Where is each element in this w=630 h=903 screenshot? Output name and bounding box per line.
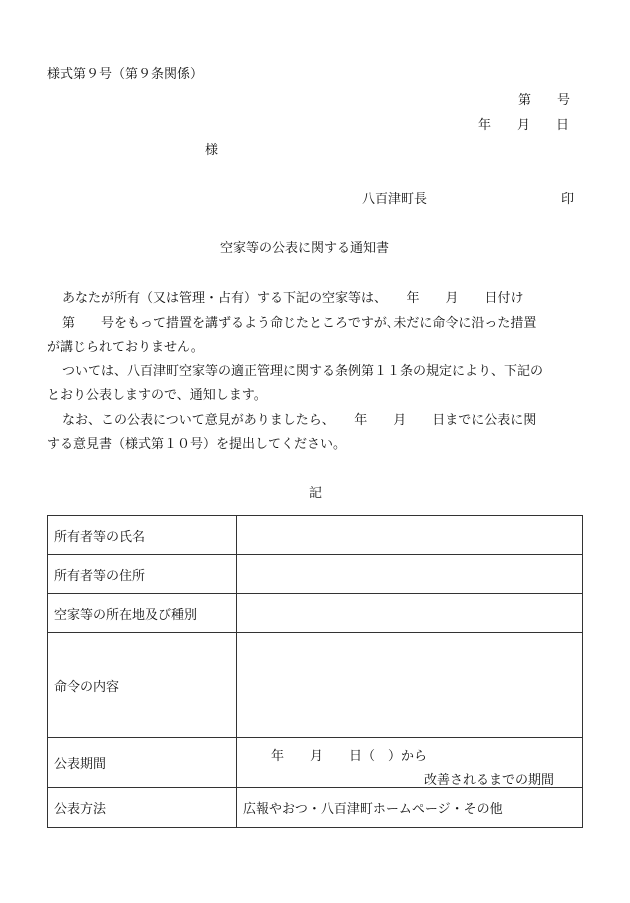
owner-name-label: 所有者等の氏名 [48, 516, 237, 555]
order-content-label: 命令の内容 [48, 633, 237, 738]
document-title: 空家等の公表に関する通知書 [220, 241, 390, 256]
body-line: が講じられておりません。 [47, 340, 204, 355]
seal-mark: 印 [561, 192, 575, 207]
owner-address-label: 所有者等の住所 [48, 555, 237, 594]
form-number: 様式第９号（第９条関係） [47, 67, 204, 82]
method-value: 広報やおつ・八百津町ホームページ・その他 [237, 788, 583, 828]
table-row [48, 633, 583, 738]
ki-heading: 記 [309, 486, 323, 501]
issue-date: 年 月 日 [478, 118, 570, 133]
body-line: ついては、八百津町空家等の適正管理に関する条例第１１条の規定により、下記の [62, 364, 544, 379]
owner-address-value [237, 555, 583, 594]
owner-name-value [237, 516, 583, 555]
table-row [48, 594, 583, 633]
location-label: 空家等の所在地及び種別 [48, 594, 237, 633]
method-label: 公表方法 [48, 788, 237, 828]
period-value [237, 738, 583, 788]
recipient-suffix: 様 [205, 143, 219, 158]
issuer-name: 八百津町長 [362, 192, 428, 207]
period-label: 公表期間 [48, 738, 237, 788]
table-row [48, 788, 583, 828]
body-line: あなたが所有（又は管理・占有）する下記の空家等は、 年 月 日付け [62, 291, 524, 306]
table-row [48, 516, 583, 555]
body-line: する意見書（様式第１０号）を提出してください。 [47, 437, 347, 452]
table-row [48, 738, 583, 788]
document-number: 第 号 [518, 93, 571, 108]
period-end: 改善されるまでの期間 [423, 772, 554, 788]
body-line: 第 号をもって措置を講ずるよう命じたところですが､未だに命令に沿った措置 [62, 316, 537, 331]
table-row [48, 555, 583, 594]
body-line: なお、この公表について意見がありましたら、 年 月 日までに公表に関 [62, 413, 537, 428]
body-line: とおり公表しますので、通知します。 [47, 388, 267, 403]
period-start: 年 月 日（ ）から [271, 748, 428, 764]
order-content-value [237, 633, 583, 738]
disclosure-table [47, 515, 583, 828]
location-value [237, 594, 583, 633]
